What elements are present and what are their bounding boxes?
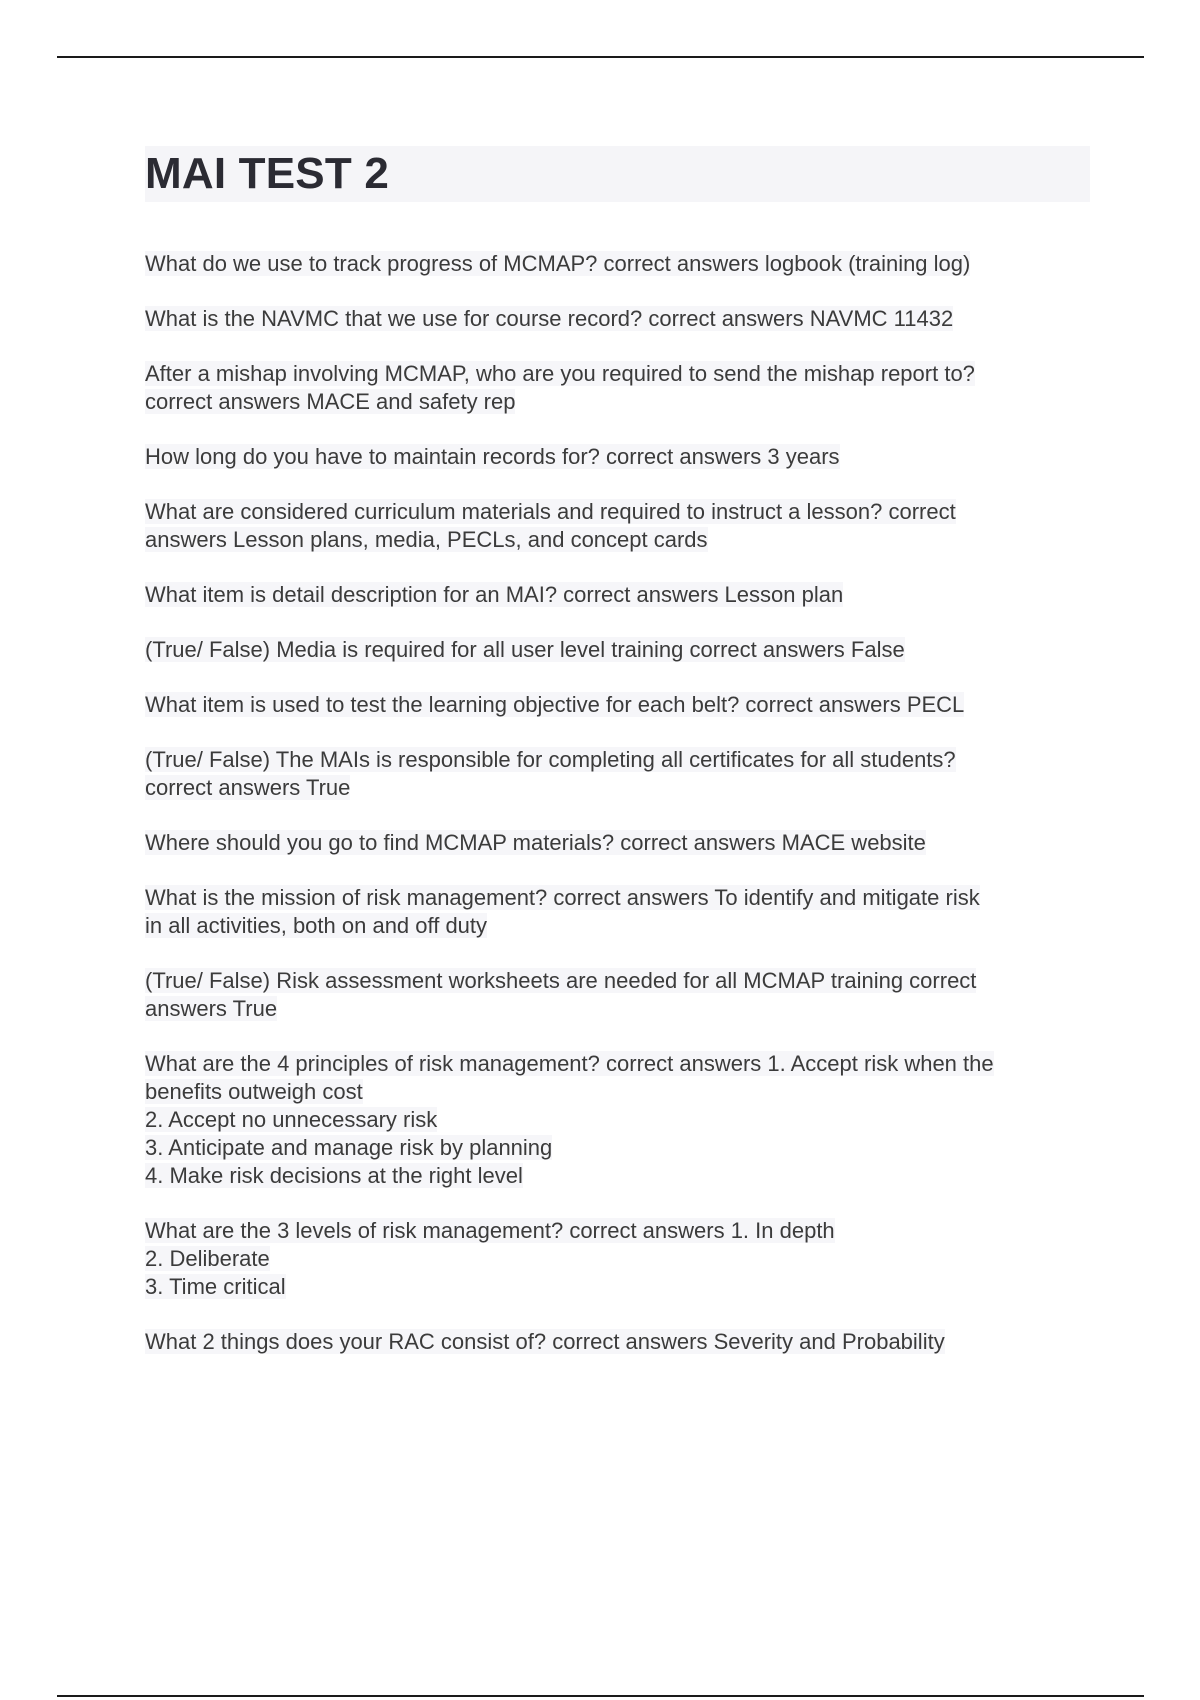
- qa-item: Where should you go to find MCMAP materials? correct answers MACE website: [145, 830, 926, 855]
- title-band: [145, 146, 1090, 202]
- qa-item: How long do you have to maintain records for? correct answers 3 years: [145, 444, 840, 469]
- qa-item: What item is used to test the learning objective for each belt? correct answers PECL: [145, 692, 965, 717]
- qa-item: What is the NAVMC that we use for course record? correct answers NAVMC 11432: [145, 306, 954, 331]
- bottom-rule: [57, 1695, 1144, 1697]
- qa-item: What are the 3 levels of risk management? correct answers 1. In depth 2. Deliberate 3. Time critical: [145, 1218, 835, 1299]
- top-rule: [57, 56, 1144, 58]
- qa-item: What is the mission of risk management? correct answers To identify and mitigate risk in all activities, both on and off duty: [145, 885, 980, 938]
- qa-item: What do we use to track progress of MCMAP? correct answers logbook (training log): [145, 251, 971, 276]
- document-body: [145, 146, 1090, 1383]
- qa-item: (True/ False) The MAIs is responsible for completing all certificates for all students? correct answers True: [145, 747, 956, 800]
- qa-item: After a mishap involving MCMAP, who are you required to send the mishap report to? correct answers MACE and safety rep: [145, 361, 975, 414]
- qa-item: What are considered curriculum materials and required to instruct a lesson? correct answers Lesson plans, media, PECLs, and concept cards: [145, 499, 956, 552]
- qa-item: What are the 4 principles of risk management? correct answers 1. Accept risk when the benefits outweigh cost 2. Accept no unnecessary risk 3. Anticipate and manage risk by planning 4. Make risk decisions at the right level: [145, 1051, 994, 1188]
- page-title: MAI TEST 2: [145, 149, 390, 198]
- qa-item: What 2 things does your RAC consist of? correct answers Severity and Probability: [145, 1329, 945, 1354]
- qa-item: (True/ False) Risk assessment worksheets are needed for all MCMAP training correct answers True: [145, 968, 977, 1021]
- qa-item: What item is detail description for an MAI? correct answers Lesson plan: [145, 582, 844, 607]
- qa-item: (True/ False) Media is required for all user level training correct answers False: [145, 637, 905, 662]
- qa-list: [145, 250, 1090, 1356]
